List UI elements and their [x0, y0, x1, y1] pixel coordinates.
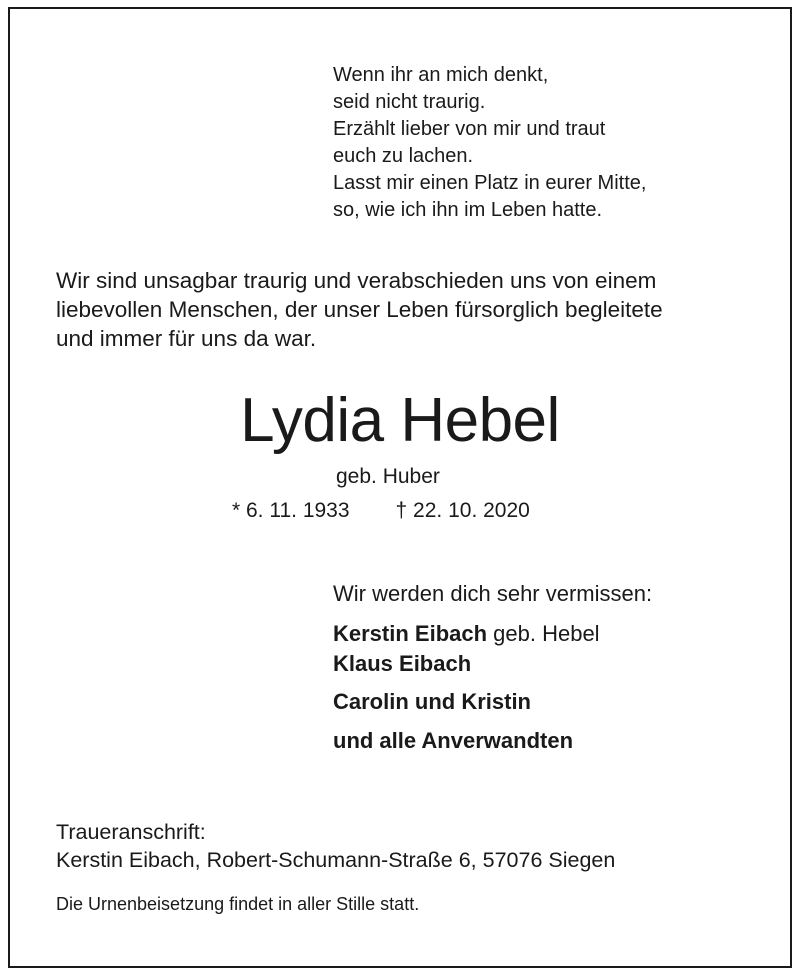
death-date: † 22. 10. 2020 [395, 499, 530, 522]
maiden-name: geb. Huber [336, 465, 440, 488]
poem-line: Erzählt lieber von mir und traut [333, 118, 606, 140]
mourner-row [333, 619, 600, 649]
mourning-address [56, 818, 615, 874]
mourner-row [333, 687, 531, 717]
poem-line: seid nicht traurig. [333, 91, 486, 113]
mourners-heading: Wir werden dich sehr vermissen: [333, 581, 653, 606]
mourner-name: Carolin und Kristin [333, 689, 531, 714]
intro-line: und immer für uns da war. [56, 326, 317, 351]
address-label: Traueranschrift: [56, 820, 206, 844]
poem [333, 62, 646, 224]
birth-date: * 6. 11. 1933 [232, 499, 350, 522]
burial-note: Die Urnenbeisetzung findet in aller Stille statt. [56, 894, 420, 914]
deceased-name: Lydia Hebel [240, 386, 560, 455]
address-value: Kerstin Eibach, Robert-Schumann-Straße 6, 57076 Siegen [56, 848, 616, 872]
poem-line: Wenn ihr an mich denkt, [333, 64, 549, 86]
mourner-name: Kerstin Eibach [333, 621, 488, 646]
intro-line: Wir sind unsagbar traurig und verabschieden uns von einem [56, 268, 657, 293]
mourner-row [333, 649, 471, 679]
intro-text [56, 266, 663, 353]
poem-line: euch zu lachen. [333, 145, 474, 167]
mourner-row [333, 726, 573, 756]
mourner-name: und alle Anverwandten [333, 728, 574, 753]
mourner-name: Klaus Eibach [333, 651, 472, 676]
intro-line: liebevollen Menschen, der unser Leben fürsorglich begleitete [56, 297, 663, 322]
poem-line: so, wie ich ihn im Leben hatte. [333, 199, 603, 221]
life-dates [232, 497, 530, 525]
poem-line: Lasst mir einen Platz in eurer Mitte, [333, 172, 647, 194]
mourner-suffix: geb. Hebel [487, 621, 600, 646]
